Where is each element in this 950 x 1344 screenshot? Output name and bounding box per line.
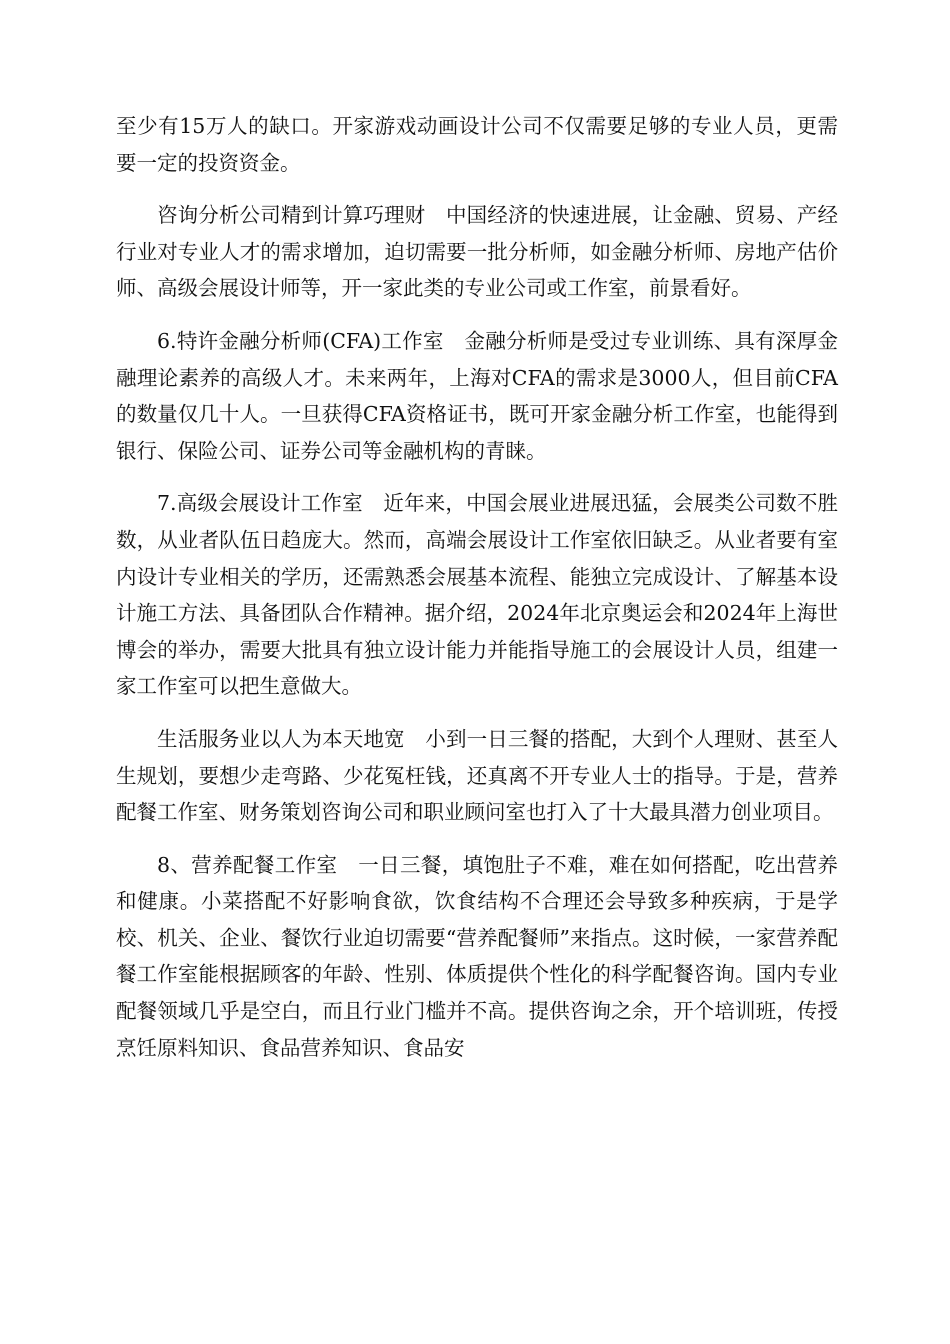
paragraph-2: 咨询分析公司精到计算巧理财 中国经济的快速进展，让金融、贸易、产经行业对专业人才的需求增加，迫切需要一批分析师，如金融分析师、房地产估价师、高级会展设计师等，开一家此类的专业公司或工作室，前景看好。: [116, 203, 838, 301]
document-page: [116, 108, 838, 1082]
paragraph-1: 至少有15万人的缺口。开家游戏动画设计公司不仅需要足够的专业人员，更需要一定的投资资金。: [116, 114, 838, 175]
paragraph-4: 7.高级会展设计工作室 近年来，中国会展业进展迅猛，会展类公司数不胜数，从业者队伍日趋庞大。然而，高端会展设计工作室依旧缺乏。从业者要有室内设计专业相关的学历，还需熟悉会展基本流程、能独立完成设计、了解基本设计施工方法、具备团队合作精神。据介绍，2024年北京奥运会和2024年上海世博会的举办，需要大批具有独立设计能力并能指导施工的会展设计人员，组建一家工作室可以把生意做大。: [116, 491, 838, 699]
paragraph-3: 6.特许金融分析师(CFA)工作室 金融分析师是受过专业训练、具有深厚金融理论素养的高级人才。未来两年，上海对CFA的需求是3000人，但目前CFA的数量仅几十人。一旦获得CFA资格证书，既可开家金融分析工作室，也能得到银行、保险公司、证券公司等金融机构的青睐。: [116, 328, 838, 463]
paragraph-5: 生活服务业以人为本天地宽 小到一日三餐的搭配，大到个人理财、甚至人生规划，要想少走弯路、少花冤枉钱，还真离不开专业人士的指导。于是，营养配餐工作室、财务策划咨询公司和职业顾问室也打入了十大最具潜力创业项目。: [116, 726, 838, 825]
paragraph-6: 8、营养配餐工作室 一日三餐，填饱肚子不难，难在如何搭配，吃出营养和健康。小菜搭配不好影响食欲，饮食结构不合理还会导致多种疾病，于是学校、机关、企业、餐饮行业迫切需要“营养配餐师”来指点。这时候，一家营养配餐工作室能根据顾客的年龄、性别、体质提供个性化的科学配餐咨询。国内专业配餐领域几乎是空白，而且行业门槛并不高。提供咨询之余，开个培训班，传授烹饪原料知识、食品营养知识、食品安: [116, 852, 838, 1060]
